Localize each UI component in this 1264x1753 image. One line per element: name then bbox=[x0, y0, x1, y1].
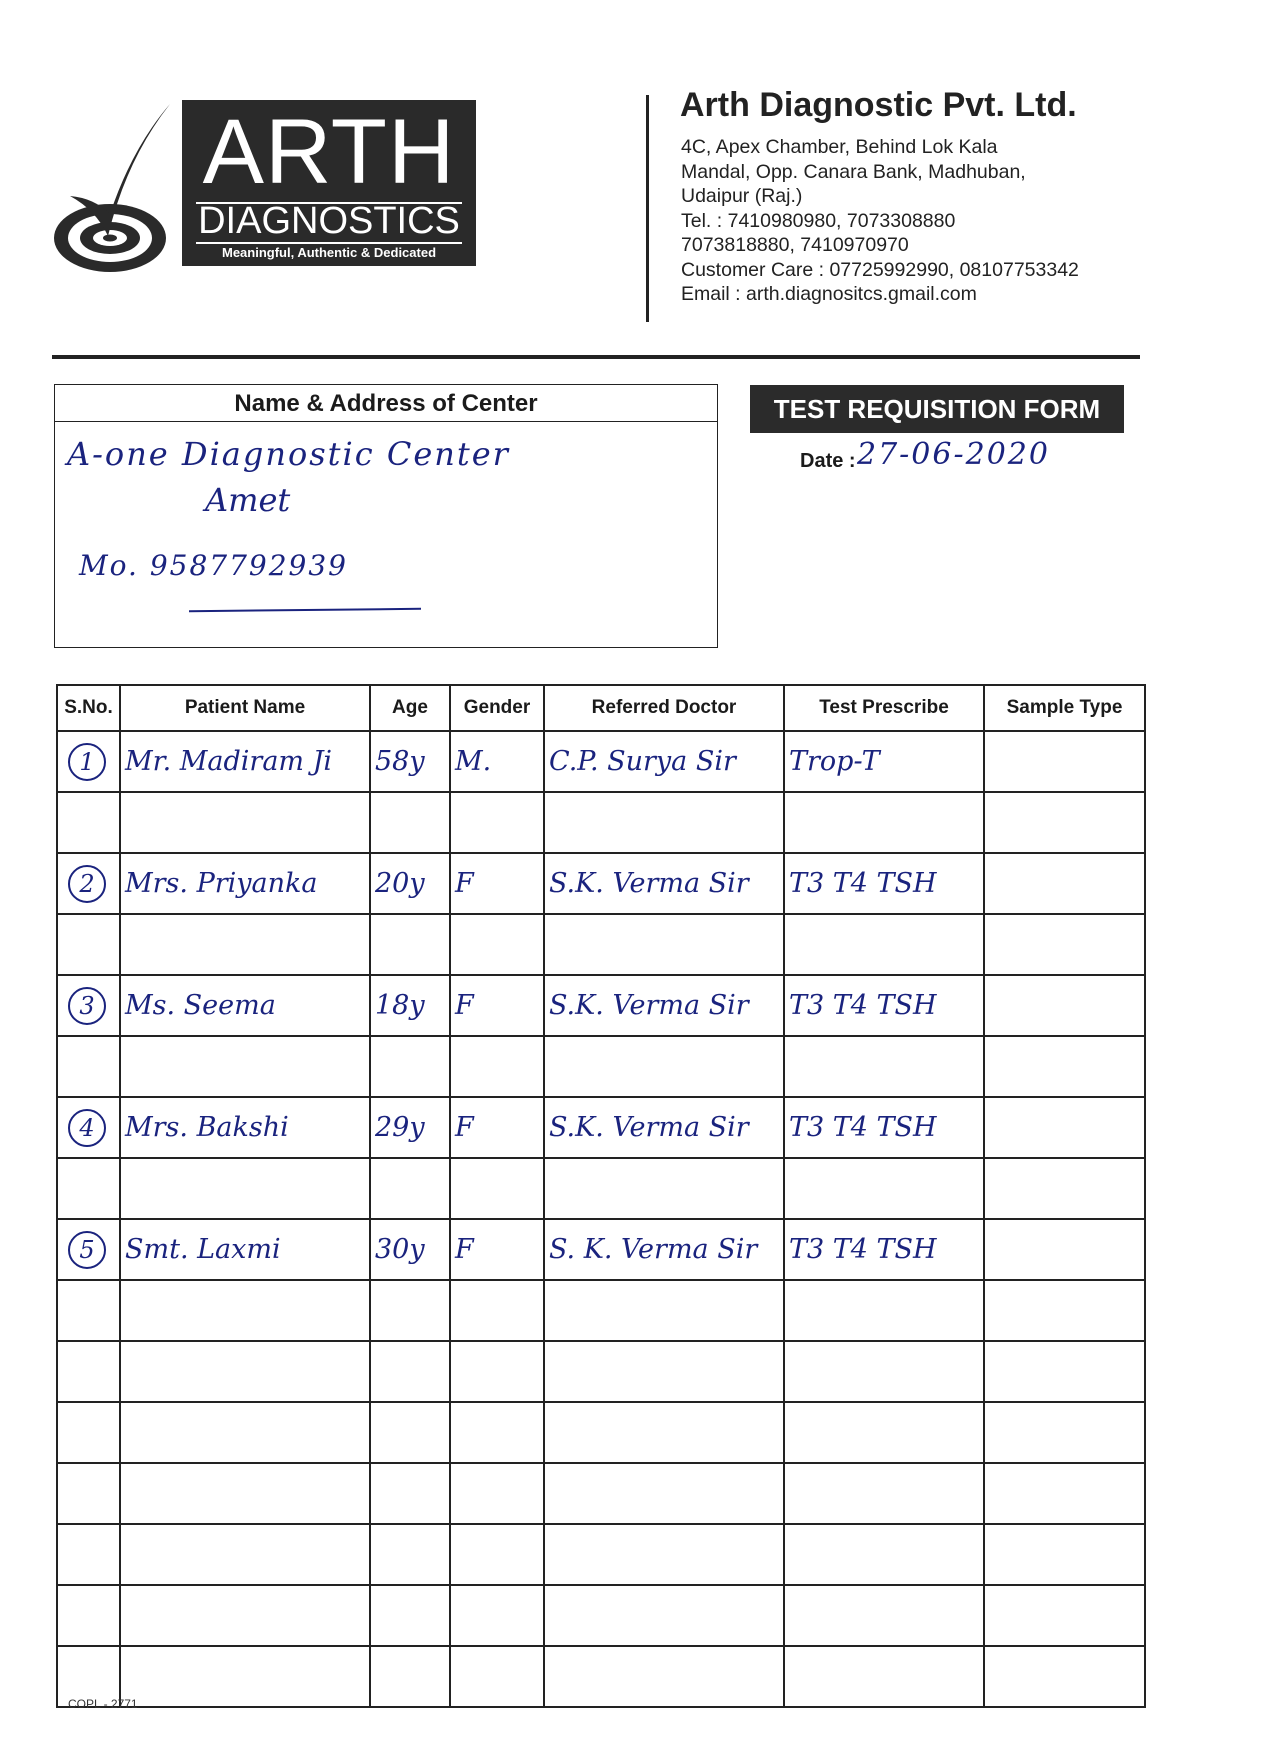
referred-doctor-cell bbox=[544, 975, 784, 1036]
sample-type-cell bbox=[984, 914, 1145, 975]
table-row bbox=[57, 975, 1145, 1036]
patient-name-cell bbox=[120, 975, 370, 1036]
test-prescribe-cell bbox=[784, 792, 984, 853]
patient-name-cell bbox=[120, 1524, 370, 1585]
sno-cell bbox=[57, 1463, 120, 1524]
gender-value: F bbox=[455, 1234, 474, 1265]
referred-doctor-cell bbox=[544, 914, 784, 975]
header-sample-type: Sample Type bbox=[984, 685, 1145, 731]
form-code: COPL - 2771 bbox=[68, 1697, 138, 1711]
referred-doctor-cell bbox=[544, 1463, 784, 1524]
header-rule bbox=[52, 355, 1140, 359]
age-cell bbox=[370, 1280, 450, 1341]
header-patient-name: Patient Name bbox=[120, 685, 370, 731]
sample-type-cell bbox=[984, 1646, 1145, 1707]
customer-care-line: Customer Care : 07725992990, 08107753342 bbox=[681, 258, 1079, 281]
table-row bbox=[57, 1280, 1145, 1341]
header-sno: S.No. bbox=[57, 685, 120, 731]
logo bbox=[182, 100, 476, 266]
test-prescribe-value: T3 T4 TSH bbox=[789, 990, 937, 1021]
test-prescribe-cell bbox=[784, 1402, 984, 1463]
sample-type-cell bbox=[984, 1402, 1145, 1463]
age-cell bbox=[370, 975, 450, 1036]
header-gender: Gender bbox=[450, 685, 544, 731]
center-address-box bbox=[54, 384, 718, 648]
age-cell bbox=[370, 1158, 450, 1219]
sno-cell bbox=[57, 975, 120, 1036]
age-cell bbox=[370, 731, 450, 792]
patient-name-value: Mrs. Bakshi bbox=[125, 1112, 289, 1143]
table-row bbox=[57, 1036, 1145, 1097]
handwritten-underline bbox=[189, 608, 421, 612]
test-prescribe-cell bbox=[784, 1036, 984, 1097]
address-line: 4C, Apex Chamber, Behind Lok Kala bbox=[681, 136, 998, 158]
sno-cell bbox=[57, 1341, 120, 1402]
sno-cell bbox=[57, 1097, 120, 1158]
gender-cell bbox=[450, 792, 544, 853]
gender-value: F bbox=[455, 1112, 474, 1143]
center-mobile: Mo. 9587792939 bbox=[79, 549, 348, 582]
sno-value: 3 bbox=[68, 987, 106, 1025]
gender-cell bbox=[450, 853, 544, 914]
table-row bbox=[57, 1463, 1145, 1524]
referred-doctor-value: C.P. Surya Sir bbox=[549, 746, 736, 777]
patient-name-cell bbox=[120, 853, 370, 914]
patient-name-cell bbox=[120, 1280, 370, 1341]
phone-line: Tel. : 7410980980, 7073308880 bbox=[681, 209, 956, 232]
referred-doctor-cell bbox=[544, 1036, 784, 1097]
address-line: Mandal, Opp. Canara Bank, Madhuban, bbox=[681, 160, 1026, 183]
age-cell bbox=[370, 792, 450, 853]
logo-word: ARTH bbox=[202, 101, 456, 203]
referred-doctor-cell bbox=[544, 731, 784, 792]
sample-type-cell bbox=[984, 1585, 1145, 1646]
patient-name-cell bbox=[120, 1158, 370, 1219]
sno-cell bbox=[57, 731, 120, 792]
referred-doctor-cell bbox=[544, 1402, 784, 1463]
referred-doctor-cell bbox=[544, 1097, 784, 1158]
table-row bbox=[57, 1402, 1145, 1463]
table-row bbox=[57, 1097, 1145, 1158]
test-prescribe-cell bbox=[784, 1524, 984, 1585]
phone-line: 7073818880, 7410970970 bbox=[681, 234, 909, 256]
sample-type-cell bbox=[984, 1524, 1145, 1585]
test-prescribe-cell bbox=[784, 731, 984, 792]
patient-name-cell bbox=[120, 792, 370, 853]
gender-cell bbox=[450, 975, 544, 1036]
logo-target-icon bbox=[48, 100, 178, 280]
gender-cell bbox=[450, 1158, 544, 1219]
test-prescribe-cell bbox=[784, 1158, 984, 1219]
age-value: 58y bbox=[375, 746, 425, 777]
table-row bbox=[57, 1341, 1145, 1402]
patient-name-cell bbox=[120, 1646, 370, 1707]
sno-value: 1 bbox=[68, 743, 106, 781]
sample-type-cell bbox=[984, 1036, 1145, 1097]
logo-subtitle: DIAGNOSTICS bbox=[198, 200, 460, 242]
sample-type-cell bbox=[984, 1341, 1145, 1402]
sno-cell bbox=[57, 1158, 120, 1219]
referred-doctor-value: S.K. Verma Sir bbox=[549, 990, 749, 1021]
age-cell bbox=[370, 1036, 450, 1097]
referred-doctor-cell bbox=[544, 1280, 784, 1341]
referred-doctor-cell bbox=[544, 792, 784, 853]
test-prescribe-cell bbox=[784, 1219, 984, 1280]
age-value: 18y bbox=[375, 990, 425, 1021]
gender-cell bbox=[450, 914, 544, 975]
gender-cell bbox=[450, 731, 544, 792]
age-value: 29y bbox=[375, 1112, 425, 1143]
center-name: A-one Diagnostic Center bbox=[67, 435, 510, 473]
age-value: 30y bbox=[375, 1234, 425, 1265]
gender-cell bbox=[450, 1097, 544, 1158]
referred-doctor-value: S.K. Verma Sir bbox=[549, 1112, 749, 1143]
age-cell bbox=[370, 1219, 450, 1280]
test-prescribe-cell bbox=[784, 853, 984, 914]
sno-value: 2 bbox=[68, 865, 106, 903]
center-box-title: Name & Address of Center bbox=[55, 385, 717, 422]
gender-cell bbox=[450, 1524, 544, 1585]
sample-type-cell bbox=[984, 975, 1145, 1036]
header-referred-doctor: Referred Doctor bbox=[544, 685, 784, 731]
gender-cell bbox=[450, 1646, 544, 1707]
referred-doctor-cell bbox=[544, 853, 784, 914]
patient-table bbox=[56, 684, 1144, 1678]
patient-name-value: Ms. Seema bbox=[125, 990, 276, 1021]
sno-cell bbox=[57, 853, 120, 914]
test-prescribe-value: Trop-T bbox=[789, 746, 880, 777]
referred-doctor-cell bbox=[544, 1158, 784, 1219]
gender-cell bbox=[450, 1280, 544, 1341]
company-address bbox=[681, 135, 1079, 307]
age-value: 20y bbox=[375, 868, 425, 899]
referred-doctor-cell bbox=[544, 1646, 784, 1707]
header-age: Age bbox=[370, 685, 450, 731]
table-row bbox=[57, 731, 1145, 792]
referred-doctor-cell bbox=[544, 1585, 784, 1646]
table-row bbox=[57, 853, 1145, 914]
referred-doctor-cell bbox=[544, 1524, 784, 1585]
sample-type-cell bbox=[984, 1280, 1145, 1341]
table-row bbox=[57, 792, 1145, 853]
patient-name-cell bbox=[120, 731, 370, 792]
sample-type-cell bbox=[984, 1097, 1145, 1158]
gender-cell bbox=[450, 1341, 544, 1402]
test-prescribe-cell bbox=[784, 975, 984, 1036]
test-prescribe-cell bbox=[784, 1280, 984, 1341]
header-divider bbox=[646, 95, 649, 322]
gender-value: F bbox=[455, 868, 474, 899]
patient-name-cell bbox=[120, 1585, 370, 1646]
patient-name-cell bbox=[120, 1341, 370, 1402]
patient-name-cell bbox=[120, 1219, 370, 1280]
sno-cell bbox=[57, 1402, 120, 1463]
sample-type-cell bbox=[984, 1219, 1145, 1280]
sno-cell bbox=[57, 1280, 120, 1341]
address-line: Udaipur (Raj.) bbox=[681, 185, 803, 207]
logo-tagline: Meaningful, Authentic & Dedicated bbox=[221, 245, 437, 260]
patient-name-cell bbox=[120, 1036, 370, 1097]
sno-cell bbox=[57, 1036, 120, 1097]
test-prescribe-cell bbox=[784, 914, 984, 975]
test-prescribe-value: T3 T4 TSH bbox=[789, 1112, 937, 1143]
gender-cell bbox=[450, 1036, 544, 1097]
gender-value: M. bbox=[455, 746, 492, 777]
sample-type-cell bbox=[984, 1158, 1145, 1219]
patient-name-cell bbox=[120, 914, 370, 975]
referred-doctor-cell bbox=[544, 1219, 784, 1280]
referred-doctor-value: S.K. Verma Sir bbox=[549, 868, 749, 899]
sno-cell bbox=[57, 792, 120, 853]
test-prescribe-value: T3 T4 TSH bbox=[789, 1234, 937, 1265]
age-cell bbox=[370, 1585, 450, 1646]
test-prescribe-cell bbox=[784, 1646, 984, 1707]
patient-name-value: Smt. Laxmi bbox=[125, 1234, 281, 1265]
patient-name-cell bbox=[120, 1097, 370, 1158]
date-value: 27-06-2020 bbox=[857, 437, 1050, 472]
test-prescribe-cell bbox=[784, 1585, 984, 1646]
age-cell bbox=[370, 1402, 450, 1463]
age-cell bbox=[370, 1097, 450, 1158]
sno-value: 4 bbox=[68, 1109, 106, 1147]
table-row bbox=[57, 1585, 1145, 1646]
company-name: Arth Diagnostic Pvt. Ltd. bbox=[680, 86, 1077, 124]
gender-cell bbox=[450, 1402, 544, 1463]
referred-doctor-cell bbox=[544, 1341, 784, 1402]
sample-type-cell bbox=[984, 731, 1145, 792]
sample-type-cell bbox=[984, 853, 1145, 914]
form-title: TEST REQUISITION FORM bbox=[750, 385, 1124, 433]
center-city: Amet bbox=[205, 481, 291, 519]
gender-value: F bbox=[455, 990, 474, 1021]
sample-type-cell bbox=[984, 1463, 1145, 1524]
sample-type-cell bbox=[984, 792, 1145, 853]
patient-name-value: Mr. Madiram Ji bbox=[125, 746, 333, 777]
gender-cell bbox=[450, 1585, 544, 1646]
table-header-row bbox=[57, 685, 1145, 731]
test-prescribe-cell bbox=[784, 1341, 984, 1402]
age-cell bbox=[370, 914, 450, 975]
gender-cell bbox=[450, 1219, 544, 1280]
sno-value: 5 bbox=[68, 1231, 106, 1269]
patient-name-cell bbox=[120, 1463, 370, 1524]
date-label: Date : bbox=[800, 450, 856, 472]
test-prescribe-cell bbox=[784, 1463, 984, 1524]
age-cell bbox=[370, 1341, 450, 1402]
sno-cell bbox=[57, 914, 120, 975]
age-cell bbox=[370, 1646, 450, 1707]
gender-cell bbox=[450, 1463, 544, 1524]
table-row bbox=[57, 1158, 1145, 1219]
referred-doctor-value: S. K. Verma Sir bbox=[549, 1234, 758, 1265]
table-row bbox=[57, 1646, 1145, 1707]
sno-cell bbox=[57, 1585, 120, 1646]
table-row bbox=[57, 1524, 1145, 1585]
email-line: Email : arth.diagnositcs.gmail.com bbox=[681, 283, 977, 305]
header-test-prescribe: Test Prescribe bbox=[784, 685, 984, 731]
table-row bbox=[57, 1219, 1145, 1280]
test-prescribe-value: T3 T4 TSH bbox=[789, 868, 937, 899]
patient-name-cell bbox=[120, 1402, 370, 1463]
test-prescribe-cell bbox=[784, 1097, 984, 1158]
age-cell bbox=[370, 853, 450, 914]
age-cell bbox=[370, 1524, 450, 1585]
sno-cell bbox=[57, 1524, 120, 1585]
patient-name-value: Mrs. Priyanka bbox=[125, 868, 318, 899]
sno-cell bbox=[57, 1219, 120, 1280]
table-row bbox=[57, 914, 1145, 975]
age-cell bbox=[370, 1463, 450, 1524]
